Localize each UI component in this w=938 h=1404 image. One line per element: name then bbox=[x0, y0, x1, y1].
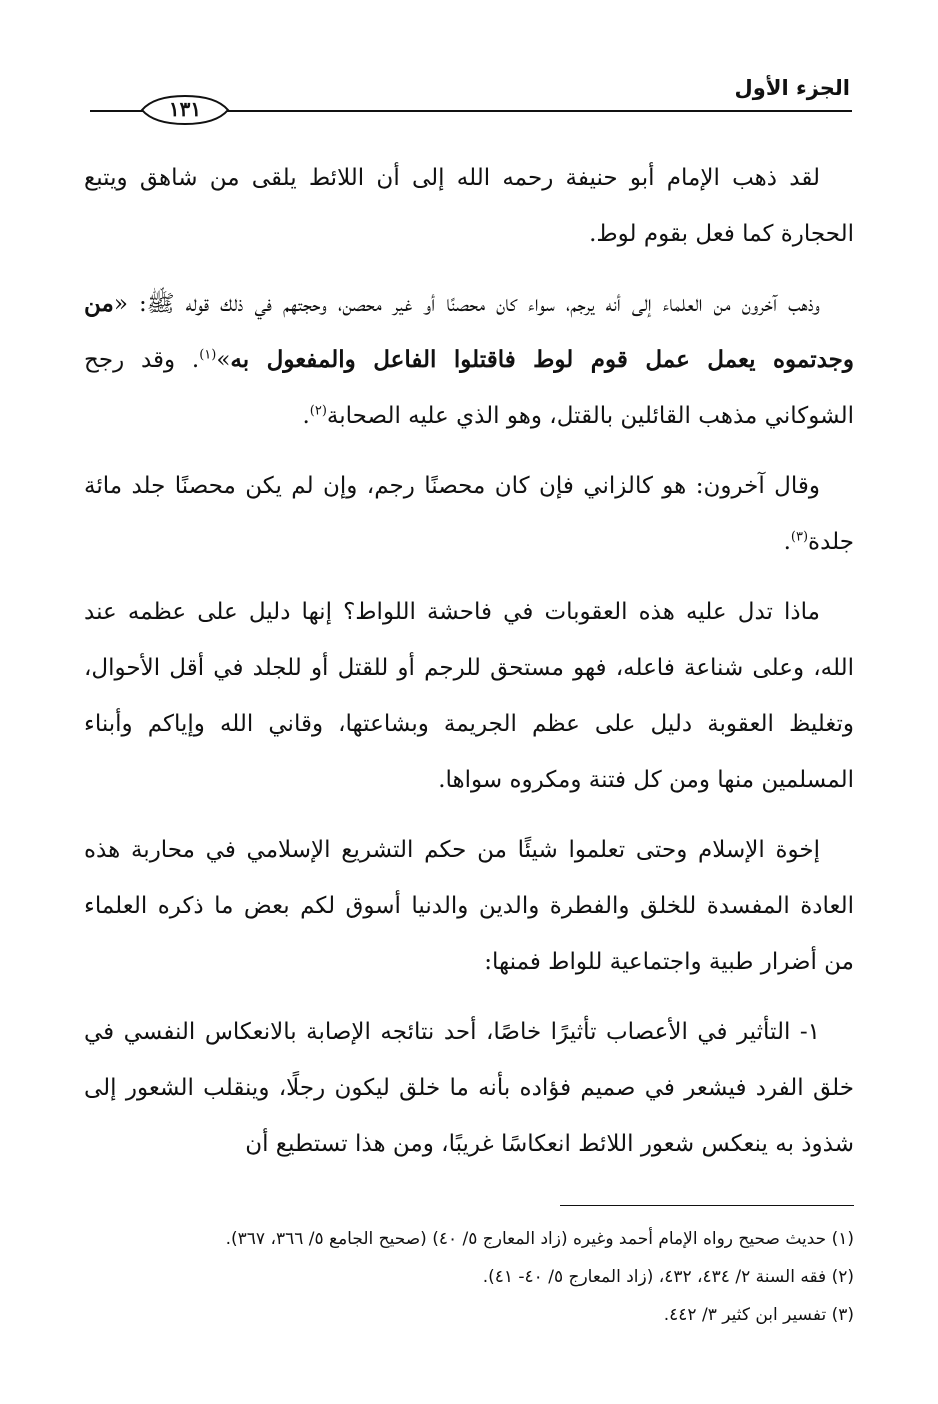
footnote-1: (١) حديث صحيح رواه الإمام أحمد وغيره (زاد المعارج ٥/ ٤٠) (صحيح الجامع ٥/ ٣٦٦، ٣٦٧). bbox=[225, 1229, 854, 1249]
main-text bbox=[84, 150, 854, 1186]
paragraph-2-text: وذهب آخرون من العلماء إلى أنه يرجم، سواء كان محصنًا أو غير محصن، وحجتهم في ذلك قوله ﷺ: « bbox=[113, 291, 820, 317]
page-header bbox=[90, 70, 852, 130]
footnote-3: (٣) تفسير ابن كثير ٣/ ٤٤٢. bbox=[663, 1305, 854, 1325]
footnote-ref-1: (١) bbox=[199, 347, 217, 363]
paragraph-6: ١- التأثير في الأعصاب تأثيرًا خاصًا، أحد نتائجه الإصابة بالانعكاس النفسي في خلق الفرد فيشعر في صميم فؤاده بأنه ما خلق ليكون رجلًا، وينقلب الشعور إلى شذوذ به ينعكس شعور اللائط انعكاسًا غريبًا، ومن هذا تستطيع أن bbox=[84, 1019, 854, 1157]
paragraph-4: ماذا تدل عليه هذه العقوبات في فاحشة اللواط؟ إنها دليل على عظمه عند الله، وعلى شناعة فاعله، فهو مستحق للرجم أو للقتل أو للجلد في أقل الأحوال، وتغليظ العقوبة دليل على عظم الجريمة وبشاعتها، وقاني الله وإياكم وأبناء المسلمين منها ومن كل فتنة ومكروه سواها. bbox=[84, 599, 854, 793]
paragraph-2-end: . bbox=[302, 403, 310, 429]
page-number: ١٣١ bbox=[168, 97, 202, 121]
footnote-ref-2: (٢) bbox=[309, 403, 327, 419]
footnote-2: (٢) فقه السنة ٢/ ٤٣٤، ٤٣٢، (زاد المعارج ٥/ ٤٠- ٤١). bbox=[482, 1267, 854, 1287]
paragraph-3 bbox=[84, 458, 854, 570]
book-part-title: الجزء الأول bbox=[734, 76, 850, 100]
paragraph-3-end: . bbox=[783, 529, 791, 555]
paragraph-2 bbox=[84, 276, 854, 444]
footnote-separator bbox=[560, 1205, 854, 1206]
footnote-ref-3: (٣) bbox=[790, 529, 809, 545]
paragraph-1: لقد ذهب الإمام أبو حنيفة رحمه الله إلى أن اللائط يلقى من شاهق ويتبع الحجارة كما فعل بقوم لوط. bbox=[84, 165, 854, 247]
page-number-badge bbox=[140, 94, 230, 126]
paragraph-5: إخوة الإسلام وحتى تعلموا شيئًا من حكم التشريع الإسلامي في محاربة هذه العادة المفسدة للخلق والفطرة والدين والدنيا أسوق لكم بعض ما ذكره العلماء من أضرار طبية واجتماعية للواط فمنها: bbox=[84, 837, 854, 975]
quote-close: » bbox=[216, 347, 231, 373]
paragraph-3-text: وقال آخرون: هو كالزاني فإن كان محصنًا رجم، وإن لم يكن محصنًا جلد مائة جلدة bbox=[84, 473, 854, 555]
footnotes bbox=[84, 1220, 854, 1334]
hadith-quote: من وجدتموه يعمل عمل قوم لوط فاقتلوا الفاعل والمفعول به bbox=[84, 290, 854, 373]
paragraph-2-continued: . وقد رجح الشوكاني مذهب القائلين بالقتل، وهو الذي عليه الصحابة bbox=[84, 347, 854, 429]
